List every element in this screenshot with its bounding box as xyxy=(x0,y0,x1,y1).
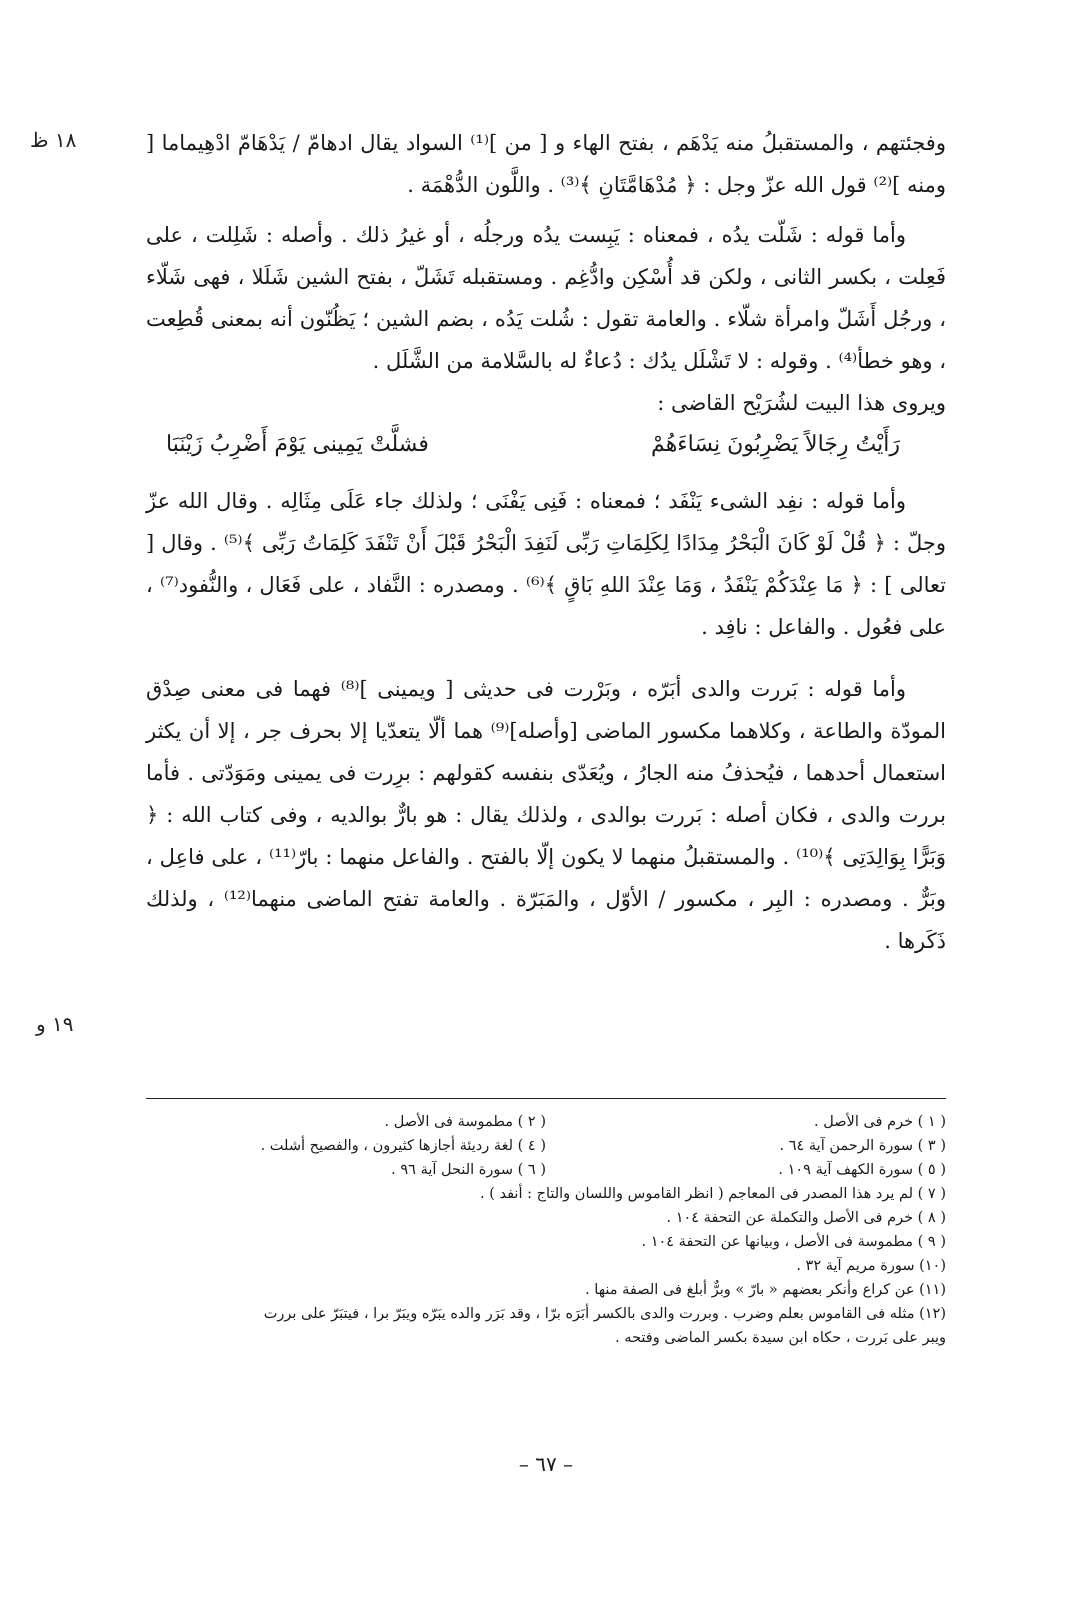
paragraph-1: وفجئتهم ، والمستقبلُ منه يَدْهَم ، بفتح الهاء و [ من ]⁽¹⁾ السواد يقال ادهامّ / يَدْهَامّ ادْهِيماما [ ومنه ]⁽²⁾ قول الله عزّ وجل : ﴿ مُدْهَامَّتَانِ ﴾⁽³⁾ . واللَّون الدُّهْمَة . xyxy=(146,131,946,197)
footnote-row xyxy=(146,1134,946,1158)
footnote-12-continuation: ويبر على بَررت ، حكاه ابن سيدة بكسر الماضى وفتحه . xyxy=(615,1330,946,1346)
footnote-11: (١١) عن كراع وأنكر بعضهم « بارّ » وبرٌّ أبلغ فى الصفة منها . xyxy=(585,1282,946,1298)
footnote-2: ( ٢ ) مطموسة فى الأصل . xyxy=(384,1114,546,1130)
footnotes xyxy=(146,1110,946,1350)
paragraph-3: ويروى هذا البيت لشُرَيْح القاضى : xyxy=(657,391,946,415)
poetry-verse xyxy=(146,424,946,466)
manuscript-folio-marker-bottom: ١٩ و xyxy=(36,1012,74,1036)
footnote-6: ( ٦ ) سورة النحل آية ٩٦ . xyxy=(391,1162,546,1178)
footnote-3: ( ٣ ) سورة الرحمن آية ٦٤ . xyxy=(779,1138,946,1154)
paragraph-2: وأما قوله : شَلّت يدُه ، فمعناه : يَبِست يدُه ورجلُه ، أو غيرُ ذلك . وأصله : شَلِلت ، على فَعِلت ، بكسر الثانى ، ولكن قد أُسْكِن وادُّغِم . ومستقبله تَشَلّ ، بفتح الشين شَلَلا ، فهى شَلّاء ، ورجُل أَشَلّ وامرأة شلّاء . والعامة تقول : شُلت يَدُه ، بضم الشين ؛ يَظُنّون أنه بمعنى قُطِعت ، وهو خطأ⁽⁴⁾ . وقوله : لا تَشْلَل يدُك : دُعاءٌ له بالسَّلامة من الشَّلَل . xyxy=(146,223,946,373)
footnote-12: (١٢) مثله فى القاموس بعلم وضرب . وبررت والدى بالكسر أبَرَه برّا ، وقد بَرَر والده يبَرّه ويبَرّ برا ، فيتبَرّ على بررت xyxy=(263,1306,946,1322)
paragraph-4: وأما قوله : نفِد الشىء يَنْفَد ؛ فمعناه : فَنِى يَفْنَى ؛ ولذلك جاء عَلَى مِثَالِه . وقال الله عزّ وجلّ : ﴿ قُلْ لَوْ كَانَ الْبَحْرُ مِدَادًا لِكَلِمَاتِ رَبِّى لَنَفِدَ الْبَحْرُ قَبْلَ أَنْ تَنْفَدَ كَلِمَاتُ رَبِّى ﴾⁽⁵⁾ . وقال [ تعالى ] : ﴿ مَا عِنْدَكُمْ يَنْفَدُ ، وَمَا عِنْدَ اللهِ بَاقٍ ﴾⁽⁶⁾ . ومصدره : النَّفاد ، على فَعَال ، والنُّفود⁽⁷⁾ ، على فعُول . والفاعل : نافِد . xyxy=(146,489,947,639)
footnote-10: (١٠) سورة مريم آية ٣٢ . xyxy=(796,1258,946,1274)
footnote-divider xyxy=(146,1098,946,1099)
footnote-row xyxy=(146,1110,946,1134)
page-number: – ٦٧ – xyxy=(518,1452,574,1476)
footnote-7: ( ٧ ) لم يرد هذا المصدر فى المعاجم ( انظر القاموس واللسان والتاج : أنفد ) . xyxy=(479,1186,946,1202)
footnote-8: ( ٨ ) خرم فى الأصل والتكملة عن التحفة ١٠٤ . xyxy=(666,1210,946,1226)
footnote-4: ( ٤ ) لغة رديئة أجازها كثيرون ، والفصيح أشلت . xyxy=(260,1138,546,1154)
footnote-5: ( ٥ ) سورة الكهف آية ١٠٩ . xyxy=(778,1162,946,1178)
paragraph-5: وأما قوله : بَررت والدى أبَرّه ، وبَرْرت فى حديثى [ ويمينى ]⁽⁸⁾ فهما فى معنى صِدْق المودّة والطاعة ، وكلاهما مكسور الماضى [وأصله]⁽⁹⁾ هما ألّا يتعدّيا إلا بحرف جر ، إلا أن يكثر استعمال أحدهما ، فيُحذفُ منه الجارُ ، ويُعَدّى بنفسه كقولهم : برِرت فى يمينى ومَوَدّتى . فأما بررت والدى ، فكان أصله : بَررت بوالدى ، ولذلك يقال : هو بارٌّ بوالديه ، وفى كتاب الله : ﴿ وَبَرًّا بِوَالِدَتِى ﴾⁽¹⁰⁾ . والمستقبلُ منهما لا يكون إلّا بالفتح . والفاعل منهما : بارّ⁽¹¹⁾ ، على فاعِل ، وبَرٌّ . ومصدره : البِر ، مكسور / الأوّل ، والمَبَرّة . والعامة تفتح الماضى منهما⁽¹²⁾ ، ولذلك ذَكَرها . xyxy=(146,677,946,953)
verse-first-hemistich: رَأَيْتُ رِجَالاً يَضْرِبُونَ نِسَاءَهُمْ xyxy=(651,432,900,457)
main-text xyxy=(146,122,946,962)
verse-second-hemistich: فشلَّتْ يَمِينى يَوْمَ أَضْرِبُ زَيْنَبَا xyxy=(166,432,429,457)
manuscript-folio-marker-top: ١٨ ظ xyxy=(30,128,77,152)
footnote-1: ( ١ ) خرم فى الأصل . xyxy=(814,1114,946,1130)
footnote-9: ( ٩ ) مطموسة فى الأصل ، وبيانها عن التحفة ١٠٤ . xyxy=(641,1234,946,1250)
footnote-row xyxy=(146,1158,946,1182)
